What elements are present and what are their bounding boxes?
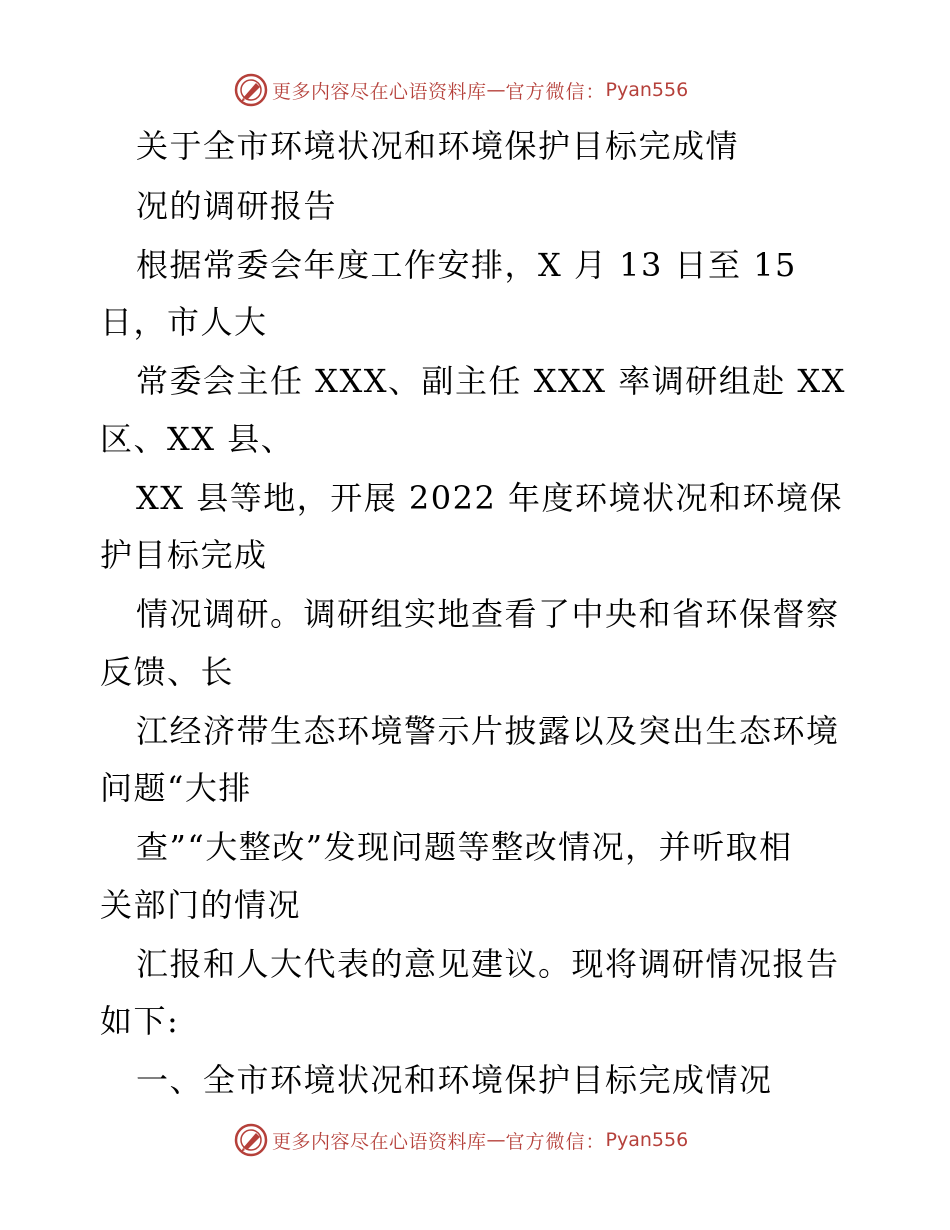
paragraph-line: 如下: xyxy=(100,1002,180,1040)
pen-logo-icon xyxy=(234,73,268,107)
title-line-2: 况的调研报告 xyxy=(136,187,338,225)
paragraph-line: 汇报和人大代表的意见建议。现将调研情况报告 xyxy=(136,945,840,983)
paragraph-line: 查”“大整改”发现问题等整改情况，并听取相 xyxy=(136,828,793,866)
title-line-1: 关于全市环境状况和环境保护目标完成情 xyxy=(136,127,740,165)
paragraph-line: 常委会主任 XXX、副主任 XXX 率调研组赴 XX xyxy=(136,362,846,400)
paragraph-line: 根据常委会年度工作安排，X 月 13 日至 15 xyxy=(136,246,797,284)
watermark-separator: — xyxy=(486,79,506,101)
paragraph-line: 护目标完成 xyxy=(100,536,268,574)
paragraph-line: 日，市人大 xyxy=(100,303,268,341)
watermark-main-text: 更多内容尽在心语资料库 xyxy=(272,80,487,103)
pen-logo-icon xyxy=(234,1123,268,1157)
paragraph-line: 情况调研。调研组实地查看了中央和省环保督察 xyxy=(136,595,840,633)
watermark-banner-bottom xyxy=(234,1120,688,1160)
paragraph-line: 问题“大排 xyxy=(100,769,252,807)
watermark-banner-top xyxy=(234,70,688,110)
paragraph-line: 反馈、长 xyxy=(100,653,235,691)
paragraph-line: 江经济带生态环境警示片披露以及突出生态环境 xyxy=(136,712,840,750)
watermark-wechat-id: Pyan556 xyxy=(605,1129,689,1151)
watermark-side-text: 官方微信： xyxy=(505,80,606,103)
watermark-wechat-id: Pyan556 xyxy=(605,79,689,101)
section-heading: 一、全市环境状况和环境保护目标完成情况 xyxy=(136,1061,773,1099)
paragraph-line: 关部门的情况 xyxy=(100,886,302,924)
paragraph-line: XX 县等地，开展 2022 年度环境状况和环境保 xyxy=(136,479,844,517)
paragraph-line: 区、XX 县、 xyxy=(100,420,295,458)
watermark-separator: — xyxy=(486,1129,506,1151)
watermark-main-text: 更多内容尽在心语资料库 xyxy=(272,1130,487,1153)
watermark-side-text: 官方微信： xyxy=(505,1130,606,1153)
